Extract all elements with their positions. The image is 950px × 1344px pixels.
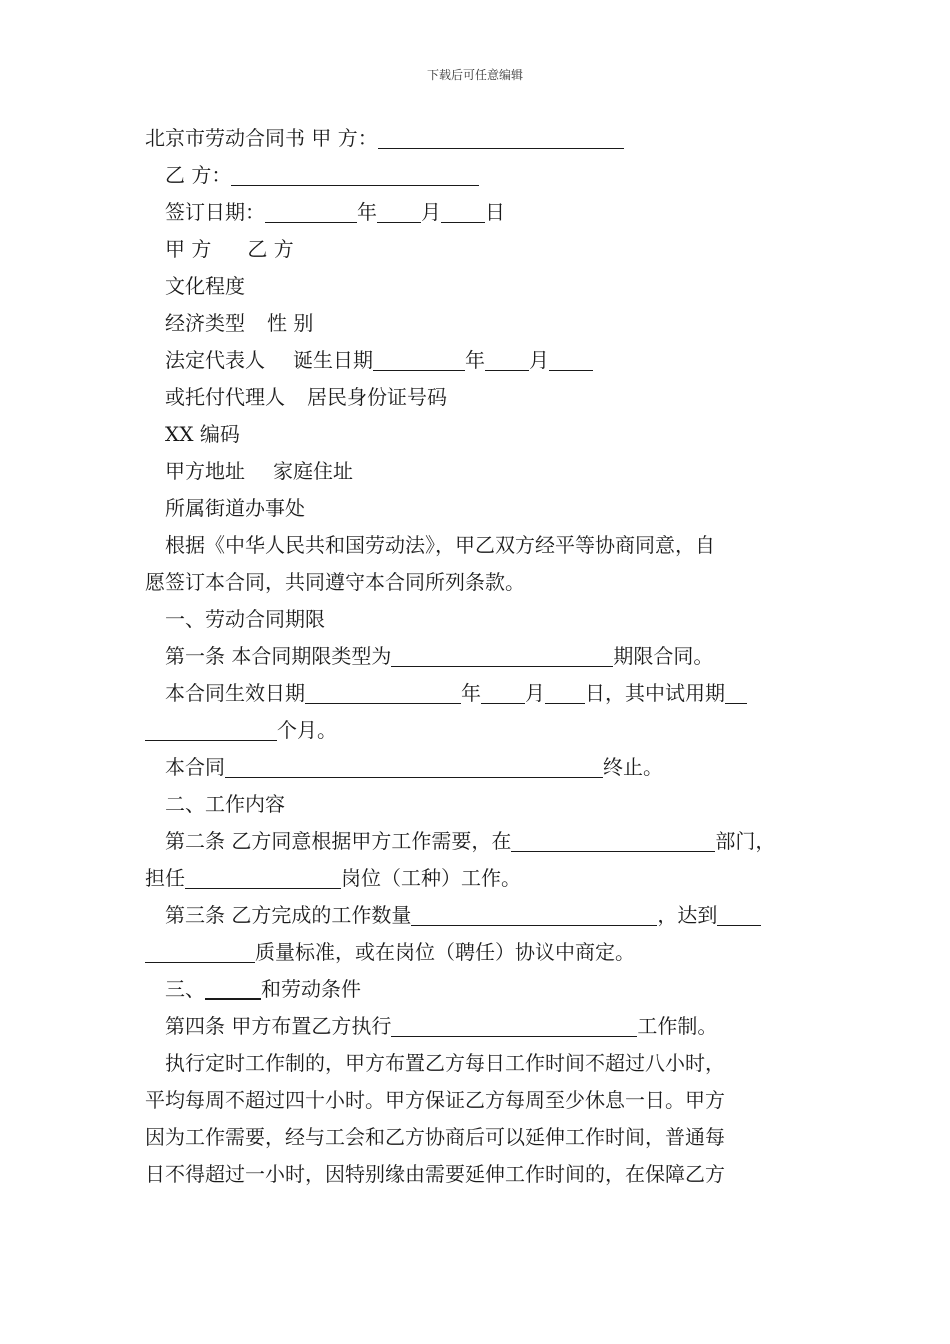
text: 因为工作需要，经与工会和乙方协商后可以延伸工作时间，普通每 bbox=[145, 1125, 725, 1149]
blank-line bbox=[265, 200, 357, 223]
blank-line bbox=[391, 1014, 637, 1037]
probation-line bbox=[145, 712, 810, 749]
blank-line bbox=[511, 829, 715, 852]
preamble-line-1 bbox=[145, 527, 810, 564]
text: 第三条 乙方完成的工作数量 bbox=[165, 903, 412, 927]
text: 年 bbox=[357, 200, 377, 224]
text: 第四条 甲方布置乙方执行 bbox=[165, 1014, 392, 1038]
work-hours-line-1 bbox=[145, 1045, 810, 1082]
work-hours-line-3 bbox=[145, 1119, 810, 1156]
blank-line bbox=[485, 348, 529, 371]
section-2-heading bbox=[145, 786, 810, 823]
text: ，达到 bbox=[657, 903, 718, 927]
education-line bbox=[145, 268, 810, 305]
text: 或托付代理人 bbox=[165, 385, 285, 409]
legal-rep-line bbox=[145, 342, 810, 379]
text: 居民身份证号码 bbox=[307, 385, 447, 409]
text: 月 bbox=[421, 200, 441, 224]
text: 甲 方 bbox=[165, 237, 212, 261]
code-line bbox=[145, 416, 810, 453]
text: 和劳动条件 bbox=[261, 977, 361, 1001]
blank-line bbox=[545, 681, 585, 704]
text: 第一条 本合同期限类型为 bbox=[165, 644, 392, 668]
blank-line bbox=[549, 348, 593, 371]
contract-body bbox=[145, 120, 810, 1193]
page-header-note: 下载后可任意编辑 bbox=[426, 68, 523, 82]
text: 本合同生效日期 bbox=[165, 681, 305, 705]
article-3-line-1 bbox=[145, 897, 810, 934]
article-2-line-1 bbox=[145, 823, 810, 860]
text: 平均每周不超过四十小时。甲方保证乙方每周至少休息一日。甲方 bbox=[145, 1088, 725, 1112]
street-office-line bbox=[145, 490, 810, 527]
text: 质量标准，或在岗位（聘任）协议中商定。 bbox=[255, 940, 635, 964]
text: 文化程度 bbox=[165, 274, 245, 298]
text: 日不得超过一小时，因特别缘由需要延伸工作时间的，在保障乙方 bbox=[145, 1162, 725, 1186]
work-hours-line-2 bbox=[145, 1082, 810, 1119]
article-4-line bbox=[145, 1008, 810, 1045]
blank-line bbox=[305, 681, 461, 704]
text: 第二条 乙方同意根据甲方工作需要，在 bbox=[165, 829, 512, 853]
economic-type-line bbox=[145, 305, 810, 342]
text: 经济类型 bbox=[165, 311, 245, 335]
text: 愿签订本合同，共同遵守本合同所列条款。 bbox=[145, 570, 525, 594]
text: 个月。 bbox=[277, 718, 337, 742]
text: 一、劳动合同期限 bbox=[165, 607, 325, 631]
section-3-heading bbox=[145, 971, 810, 1008]
effective-date-line bbox=[145, 675, 810, 712]
text: 月 bbox=[525, 681, 545, 705]
address-line bbox=[145, 453, 810, 490]
title-party-a-line bbox=[145, 120, 810, 157]
text: 乙 方： bbox=[165, 163, 232, 187]
text: 月 bbox=[529, 348, 549, 372]
text: 甲方地址 bbox=[165, 459, 245, 483]
blank-line bbox=[231, 163, 479, 186]
blank-line bbox=[391, 644, 613, 667]
termination-line bbox=[145, 749, 810, 786]
blank-line bbox=[205, 976, 261, 1000]
agent-line bbox=[145, 379, 810, 416]
text: 年 bbox=[465, 348, 485, 372]
text: 乙 方 bbox=[247, 237, 294, 261]
parties-line bbox=[145, 231, 810, 268]
text: 法定代表人 bbox=[165, 348, 265, 372]
blank-line bbox=[717, 903, 761, 926]
text: 本合同 bbox=[165, 755, 225, 779]
blank-line bbox=[185, 866, 341, 889]
text: 根据《中华人民共和国劳动法》，甲乙双方经平等协商同意，自 bbox=[165, 533, 715, 557]
text: 担任 bbox=[145, 866, 185, 890]
blank-line bbox=[145, 940, 255, 963]
text: 日，其中试用期 bbox=[585, 681, 725, 705]
article-2-line-2 bbox=[145, 860, 810, 897]
blank-line bbox=[481, 681, 525, 704]
blank-line bbox=[378, 126, 624, 149]
text: 诞生日期 bbox=[293, 348, 373, 372]
blank-line bbox=[441, 200, 485, 223]
text: 所属街道办事处 bbox=[165, 496, 305, 520]
text: 终止。 bbox=[603, 755, 663, 779]
text: 北京市劳动合同书 甲 方： bbox=[145, 126, 378, 150]
text: 年 bbox=[461, 681, 481, 705]
section-1-heading bbox=[145, 601, 810, 638]
blank-line bbox=[373, 348, 465, 371]
work-hours-line-4 bbox=[145, 1156, 810, 1193]
party-b-line bbox=[145, 157, 810, 194]
text: 部门， bbox=[715, 829, 776, 853]
preamble-line-2 bbox=[145, 564, 810, 601]
blank-line bbox=[225, 755, 603, 778]
text: 岗位（工种）工作。 bbox=[341, 866, 521, 890]
text: 家庭住址 bbox=[273, 459, 353, 483]
text: 期限合同。 bbox=[613, 644, 714, 668]
text: 日 bbox=[485, 200, 505, 224]
article-3-line-2 bbox=[145, 934, 810, 971]
text: XX 编码 bbox=[165, 422, 240, 446]
text: 二、工作内容 bbox=[165, 792, 285, 816]
text: 性 别 bbox=[267, 311, 314, 335]
text: 工作制。 bbox=[637, 1014, 718, 1038]
text: 三、 bbox=[165, 977, 205, 1001]
text: 签订日期： bbox=[165, 200, 265, 224]
sign-date-line bbox=[145, 194, 810, 231]
blank-line bbox=[377, 200, 421, 223]
article-1-line bbox=[145, 638, 810, 675]
text: 执行定时工作制的，甲方布置乙方每日工作时间不超过八小时， bbox=[165, 1051, 725, 1075]
blank-line bbox=[725, 681, 747, 704]
blank-line bbox=[411, 903, 657, 926]
blank-line bbox=[145, 718, 277, 741]
